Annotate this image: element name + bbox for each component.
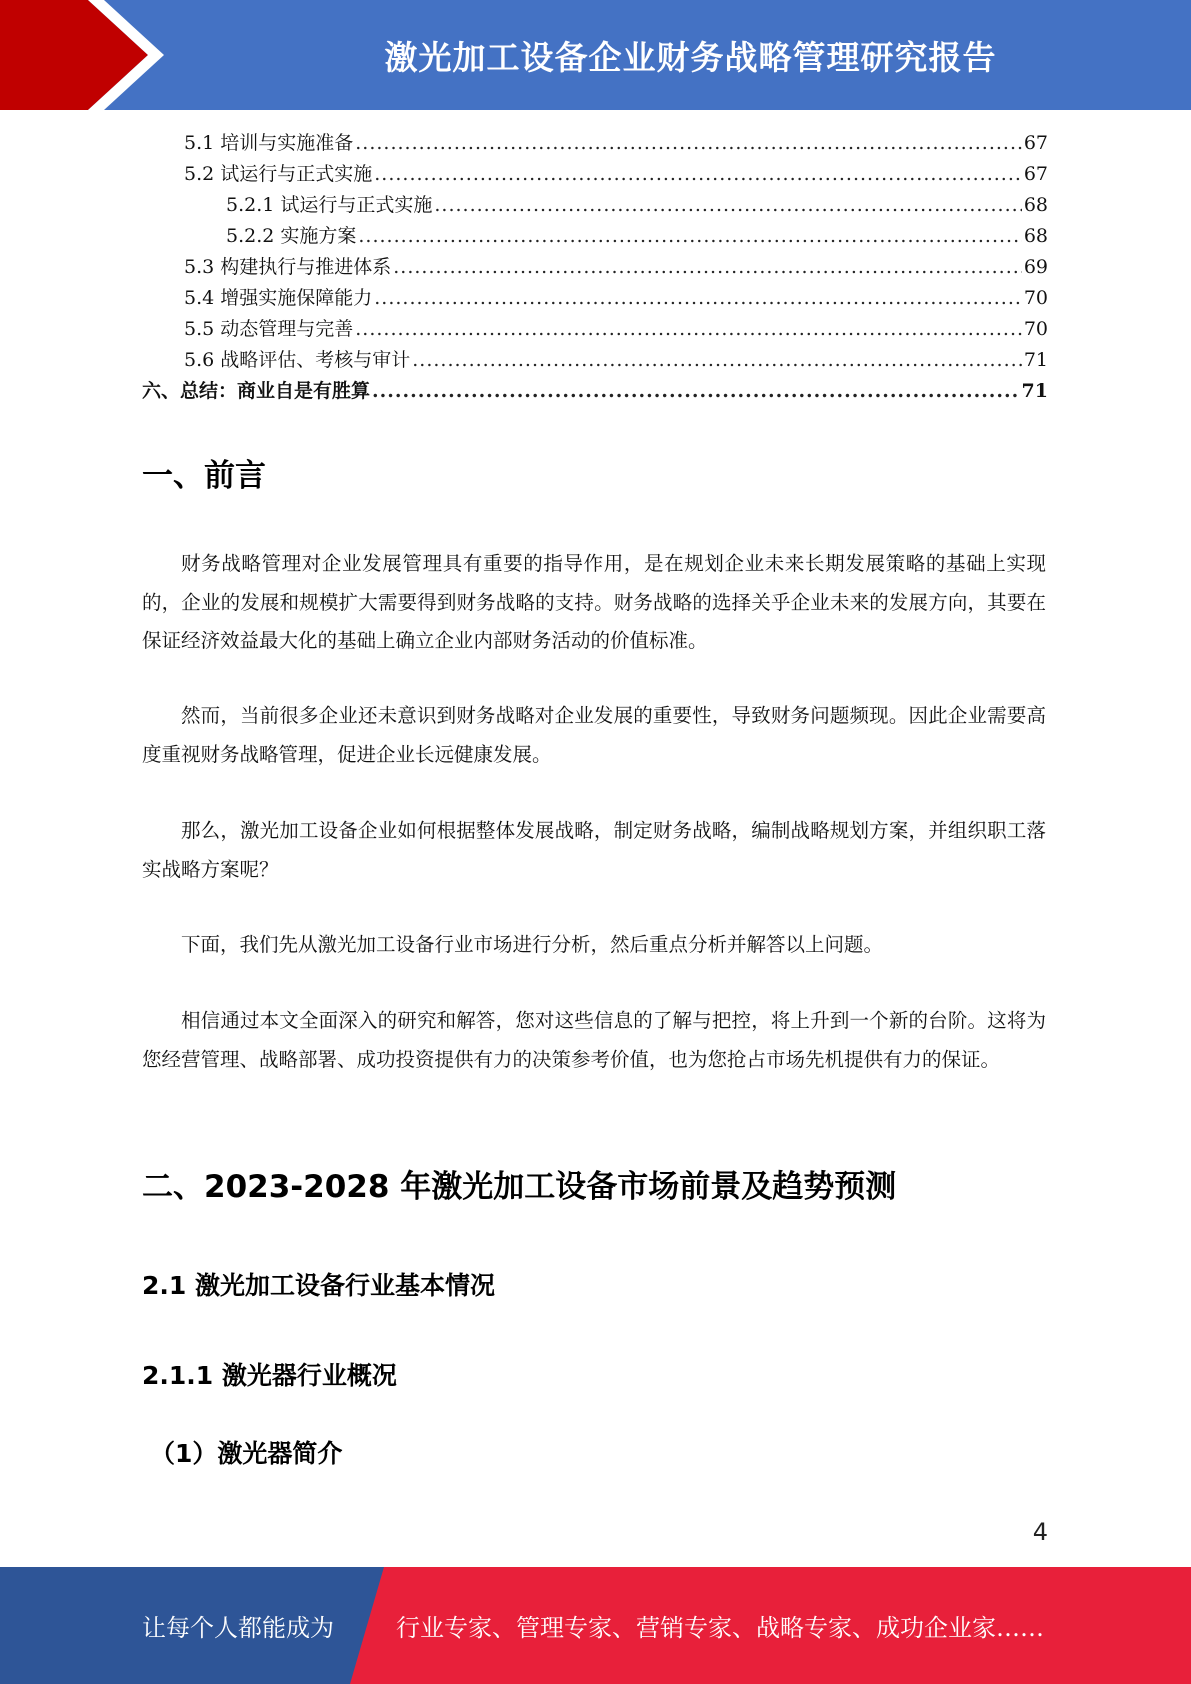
subsection-heading: 2.1 激光加工设备行业基本情况 xyxy=(142,1271,495,1300)
toc-entry-page: 71 xyxy=(1021,380,1048,402)
toc-entry-label: 5.4 增强实施保障能力 xyxy=(184,287,373,309)
toc-leader-dots xyxy=(393,252,1022,283)
toc-entry-page: 68 xyxy=(1023,225,1048,247)
header-banner xyxy=(0,0,1191,110)
toc-leader-dots xyxy=(358,221,1021,252)
toc-leader-dots xyxy=(412,345,1022,376)
section-heading-preface: 一、前言 xyxy=(142,458,266,494)
toc-entry-page: 71 xyxy=(1023,349,1048,371)
toc-entry-label: 六、总结：商业自是有胜算 xyxy=(142,380,371,402)
page-number: 4 xyxy=(1032,1518,1048,1546)
toc-entry[interactable] xyxy=(142,314,1048,345)
subsubsection-heading: 2.1.1 激光器行业概况 xyxy=(142,1361,397,1390)
toc-leader-dots xyxy=(374,159,1022,190)
footer-slogan-right: 行业专家、管理专家、营销专家、战略专家、成功企业家…… xyxy=(396,1614,1044,1642)
toc-leader-dots xyxy=(372,376,1020,407)
footer-banner xyxy=(0,1567,1191,1684)
toc-entry-label: 5.2 试运行与正式实施 xyxy=(184,163,373,185)
report-title: 激光加工设备企业财务战略管理研究报告 xyxy=(384,37,997,77)
toc-entry-label: 5.5 动态管理与完善 xyxy=(184,318,354,340)
body-paragraph: 那么，激光加工设备企业如何根据整体发展战略，制定财务战略，编制战略规划方案，并组织职工落实战略方案呢？ xyxy=(142,819,1046,881)
toc-entry[interactable] xyxy=(142,221,1048,252)
table-of-contents xyxy=(142,128,1048,407)
toc-entry-label: 5.2.1 试运行与正式实施 xyxy=(226,194,433,216)
toc-entry-label: 5.3 构建执行与推进体系 xyxy=(184,256,392,278)
toc-entry[interactable] xyxy=(142,252,1048,283)
toc-leader-dots xyxy=(355,128,1022,159)
toc-entry-page: 70 xyxy=(1023,287,1048,309)
toc-entry[interactable] xyxy=(142,345,1048,376)
toc-entry-label: 5.6 战略评估、考核与审计 xyxy=(184,349,411,371)
body-paragraph: 然而，当前很多企业还未意识到财务战略对企业发展的重要性，导致财务问题频现。因此企业需要高度重视财务战略管理，促进企业长远健康发展。 xyxy=(142,704,1046,766)
toc-entry[interactable] xyxy=(142,159,1048,190)
body-paragraph: 下面，我们先从激光加工设备行业市场进行分析，然后重点分析并解答以上问题。 xyxy=(181,933,884,956)
toc-entry[interactable] xyxy=(142,283,1048,314)
topic-heading: （1）激光器简介 xyxy=(150,1439,343,1468)
toc-entry-page: 67 xyxy=(1023,163,1048,185)
toc-entry-page: 69 xyxy=(1023,256,1048,278)
toc-entry-page: 67 xyxy=(1023,132,1048,154)
toc-leader-dots xyxy=(434,190,1021,221)
toc-entry[interactable] xyxy=(142,376,1048,407)
section-heading-market: 二、2023-2028 年激光加工设备市场前景及趋势预测 xyxy=(142,1169,897,1205)
toc-entry-page: 68 xyxy=(1023,194,1048,216)
footer-slogan-left: 让每个人都能成为 xyxy=(142,1614,334,1642)
toc-entry-page: 70 xyxy=(1023,318,1048,340)
toc-entry[interactable] xyxy=(142,190,1048,221)
toc-leader-dots xyxy=(355,314,1022,345)
body-paragraph: 财务战略管理对企业发展管理具有重要的指导作用，是在规划企业未来长期发展策略的基础上实现的，企业的发展和规模扩大需要得到财务战略的支持。财务战略的选择关乎企业未来的发展方向，其要在保证经济效益最大化的基础上确立企业内部财务活动的价值标准。 xyxy=(142,552,1046,652)
body-paragraph: 相信通过本文全面深入的研究和解答，您对这些信息的了解与把控，将上升到一个新的台阶。这将为您经营管理、战略部署、成功投资提供有力的决策参考价值，也为您抢占市场先机提供有力的保证。 xyxy=(142,1009,1046,1071)
toc-entry-label: 5.2.2 实施方案 xyxy=(226,225,357,247)
toc-entry[interactable] xyxy=(142,128,1048,159)
toc-entry-label: 5.1 培训与实施准备 xyxy=(184,132,354,154)
toc-leader-dots xyxy=(374,283,1022,314)
